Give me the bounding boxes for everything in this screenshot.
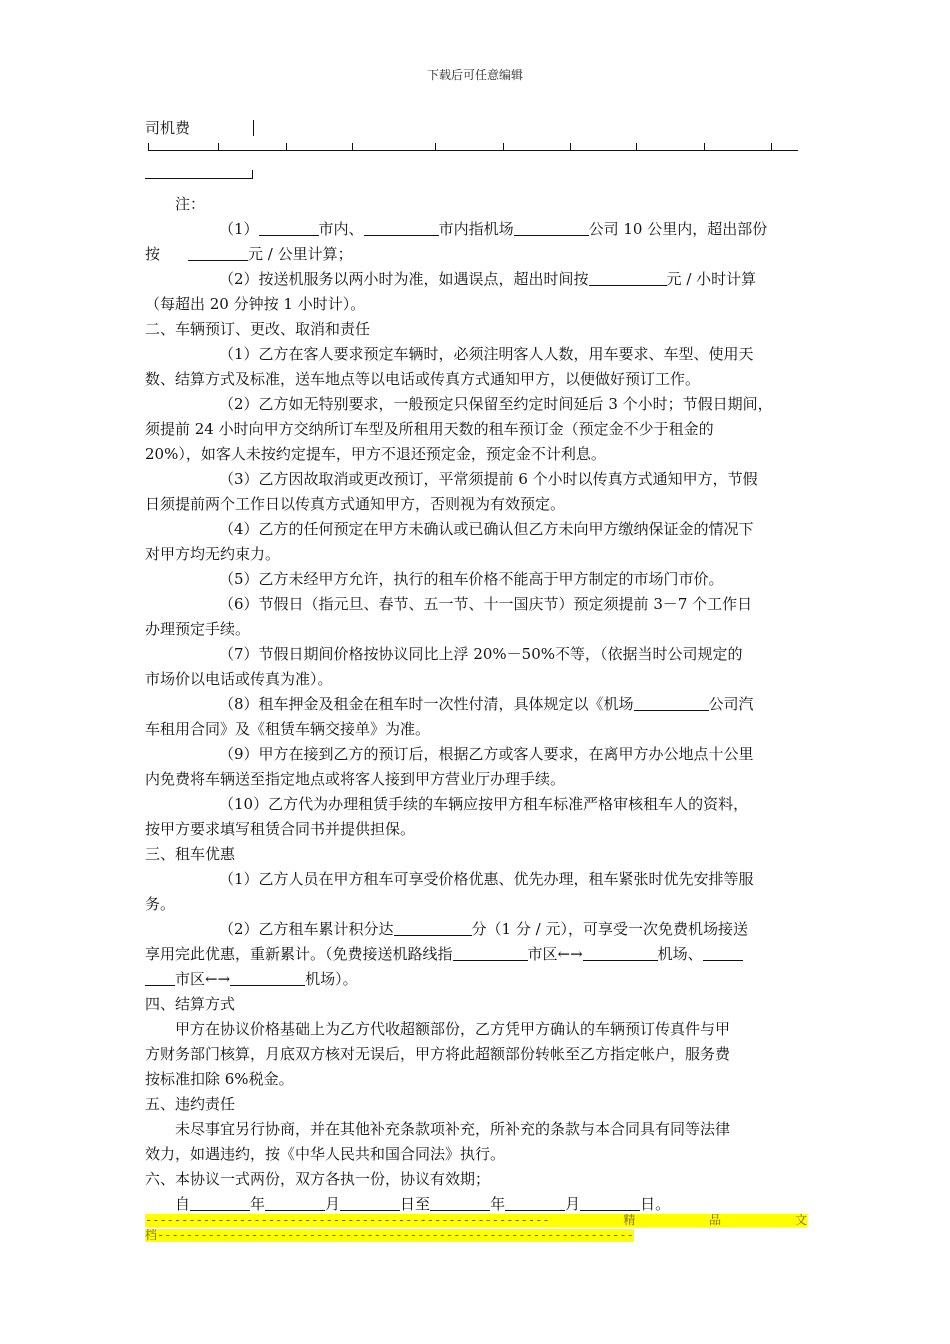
table-border — [145, 178, 252, 179]
blank-field[interactable] — [589, 269, 667, 286]
blank-field[interactable] — [190, 1194, 250, 1211]
section-6-title: 六、本协议一式两份，双方各执一份，协议有效期； — [145, 1170, 491, 1188]
page-header: 下载后可任意编辑 — [426, 68, 523, 82]
s3-p1a: （1）乙方人员在甲方租车可享受价格优惠、优先办理，租车紧张时优先安排等服 — [219, 870, 754, 888]
note-label: 注： — [175, 195, 206, 213]
s2-p8a: （8）租车押金及租金在租车时一次性付清，具体规定以《机场 公司汽 — [219, 695, 754, 713]
s2-p3b: 日须提前两个工作日以传真方式通知甲方，否则视为有效预定。 — [145, 495, 566, 513]
s4-c: 按标准扣除 6%税金。 — [145, 1070, 294, 1088]
watermark-footer — [145, 1214, 807, 1246]
note-2-line-2: （每超出 20 分钟按 1 小时计）。 — [145, 295, 366, 313]
blank-field[interactable] — [583, 944, 658, 961]
s2-p1a: （1）乙方在客人要求预定车辆时，必须注明客人人数，用车要求、车型、使用天 — [219, 345, 754, 363]
s3-p1b: 务。 — [145, 895, 176, 913]
s5-b: 效力，如遇违约，按《中华人民共和国合同法》执行。 — [145, 1145, 506, 1163]
blank-field[interactable] — [188, 244, 248, 261]
footer-line-1: -------------------------------------------------------- 精 品 文 — [145, 1214, 807, 1227]
s4-b: 方财务部门核算，月底双方核对无误后，甲方将此超额部份转帐至乙方指定帐户，服务费 — [145, 1045, 731, 1063]
s2-p4b: 对甲方均无约束力。 — [145, 545, 281, 563]
s2-p7b: 市场价以电话或传真为准）。 — [145, 670, 333, 688]
blank-field[interactable] — [145, 969, 175, 986]
blank-field[interactable] — [505, 1194, 565, 1211]
table-border — [148, 150, 798, 151]
s2-p10b: 按甲方要求填写租赁合同书并提供担保。 — [145, 820, 416, 838]
s2-p3a: （3）乙方因故取消或更改预订，平常须提前 6 个小时以传真方式通知甲方，节假 — [219, 470, 758, 488]
s2-p9b: 内免费将车辆送至指定地点或将客人接到甲方营业厅办理手续。 — [145, 770, 566, 788]
driver-fee-row — [145, 116, 807, 190]
blank-field[interactable] — [453, 944, 528, 961]
s2-p7a: （7）节假日期间价格按协议同比上浮 20%－50%不等，（依据当时公司规定的 — [219, 645, 743, 663]
s3-p2b: 享用完此优惠，重新累计。（免费接送机路线指 市区←→ 机场、 — [145, 942, 807, 967]
blank-field[interactable] — [634, 694, 709, 711]
blank-field[interactable] — [259, 219, 319, 236]
table-border — [253, 120, 254, 136]
section-3-title: 三、租车优惠 — [145, 845, 236, 863]
s3-p2c: 市区←→ 机场）。 — [145, 967, 807, 992]
s2-p1b: 数、结算方式及标准，送车地点等以电话或传真方式通知甲方，以便做好预订工作。 — [145, 370, 701, 388]
blank-field[interactable] — [580, 1194, 640, 1211]
s2-p2b: 须提前 24 小时向甲方交纳所订车型及所租用天数的租车预订金（预定金不少于租金的 — [145, 420, 714, 438]
driver-fee-label: 司机费 — [145, 119, 191, 137]
blank-field[interactable] — [364, 219, 439, 236]
s2-p2a: （2）乙方如无特别要求，一般预定只保留至约定时间延后 3 个小时；节假日期间， — [219, 395, 773, 413]
note-1-line-1: （1） 市内、 市内指机场 公司 10 公里内，超出部份 — [219, 220, 768, 238]
blank-field[interactable] — [230, 969, 305, 986]
footer-line-2: 档------------------------------------------------------------------ — [145, 1229, 634, 1242]
s2-p8b: 车租用合同》及《租赁车辆交接单》为准。 — [145, 720, 431, 738]
validity-line: 自 年 月 日至 年 月 日。 — [175, 1195, 671, 1213]
note-1-line-2: 按 元 / 公里计算； — [145, 245, 353, 263]
s2-p9a: （9）甲方在接到乙方的预订后，根据乙方或客人要求，在离甲方办公地点十公里 — [219, 745, 754, 763]
section-2-title: 二、车辆预订、更改、取消和责任 — [145, 320, 371, 338]
s3-p2a: （2）乙方租车累计积分达 分（1 分 / 元），可享受一次免费机场接送 — [219, 920, 748, 938]
blank-field[interactable] — [514, 219, 589, 236]
blank-field[interactable] — [340, 1194, 400, 1211]
blank-field[interactable] — [430, 1194, 490, 1211]
s2-p4a: （4）乙方的任何预定在甲方未确认或已确认但乙方未向甲方缴纳保证金的情况下 — [219, 520, 754, 538]
note-2-line-1: （2）按送机服务以两小时为准，如遇误点，超出时间按 元 / 小时计算 — [219, 270, 757, 288]
blank-field[interactable] — [265, 1194, 325, 1211]
section-5-title: 五、违约责任 — [145, 1095, 236, 1113]
s5-a: 未尽事宜另行协商，并在其他补充条款项补充，所补充的条款与本合同具有同等法律 — [175, 1120, 731, 1138]
section-4-title: 四、结算方式 — [145, 995, 236, 1013]
blank-field[interactable] — [703, 944, 743, 961]
s4-a: 甲方在协议价格基础上为乙方代收超额部份，乙方凭甲方确认的车辆预订传真件与甲 — [175, 1020, 731, 1038]
table-border — [252, 170, 253, 179]
s2-p5: （5）乙方未经甲方允许，执行的租车价格不能高于甲方制定的市场门市价。 — [219, 570, 724, 588]
s2-p2c: 20%），如客人未按约定提车，甲方不退还预定金，预定金不计利息。 — [145, 445, 606, 463]
s2-p10a: （10）乙方代为办理租赁手续的车辆应按甲方租车标准严格审核租车人的资料， — [219, 795, 749, 813]
s2-p6b: 办理预定手续。 — [145, 620, 251, 638]
s2-p6a: （6）节假日（指元旦、春节、五一节、十一国庆节）预定须提前 3－7 个工作日 — [219, 595, 753, 613]
document-body — [145, 116, 807, 1217]
blank-field[interactable] — [394, 919, 472, 936]
